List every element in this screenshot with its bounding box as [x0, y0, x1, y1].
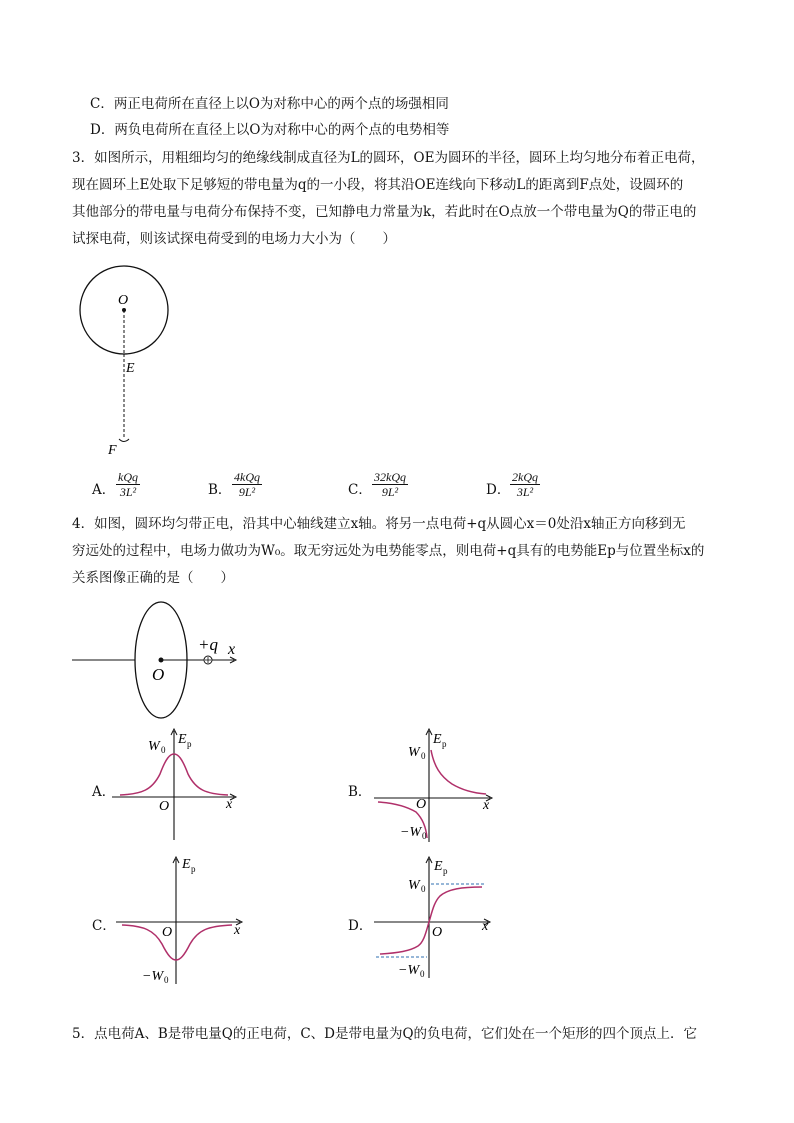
answer-d-numerator: 2kQq [512, 470, 538, 484]
label-w0: W [408, 745, 420, 760]
charge-segment-f [119, 439, 129, 442]
label-x: x [228, 641, 236, 658]
label-plus-q: +q [198, 635, 218, 654]
graph-a-label[interactable]: A． [92, 784, 116, 800]
q4-line-3: 关系图像正确的是（ ） [72, 570, 234, 586]
graph-d[interactable] [374, 856, 500, 986]
figure-4-ring-axis [72, 600, 252, 724]
answer-d-denominator: 3L² [516, 485, 534, 499]
label-w0: W [148, 739, 160, 754]
label-o: O [416, 797, 427, 812]
label-o: O [118, 293, 129, 308]
q3-line-3: 其他部分的带电量与电荷分布保持不变，已知静电力常量为k，若此时在O点放一个带电量为Q的带正电的 [72, 204, 697, 220]
svg-text:p: p [187, 739, 192, 749]
answer-a-numerator: kQq [118, 470, 138, 484]
label-ep: E [433, 732, 442, 747]
ep-curve-right [431, 750, 486, 794]
q3-line-4: 试探电荷，则该试探电荷受到的电场力大小为（ ） [72, 231, 396, 247]
svg-text:0: 0 [420, 969, 425, 979]
answer-a-label: A． [92, 482, 116, 498]
q4-line-2: 穷远处的过程中，电场力做功为W₀。取无穷远处为电势能零点，则电荷+q具有的电势能Ep与位置坐标x的 [72, 543, 705, 559]
graph-c-label[interactable]: C． [92, 918, 116, 934]
svg-text:p: p [443, 866, 448, 876]
ring-center [159, 658, 164, 663]
q4-line-1: 4．如图，圆环均匀带正电，沿其中心轴线建立x轴。将另一点电荷+q从圆心x＝0处沿x轴正方向移到无 [72, 516, 686, 532]
graph-c[interactable] [116, 856, 250, 988]
graph-d-label[interactable]: D． [348, 918, 373, 934]
q3-line-2: 现在圆环上E处取下足够短的带电量为q的一小段，将其沿OE连线向下移动L的距离到F点处，设圆环的 [72, 177, 684, 193]
svg-text:0: 0 [164, 975, 169, 985]
answer-c-label: C． [348, 482, 372, 498]
label-x: x [482, 919, 489, 934]
graph-b-label[interactable]: B． [348, 784, 372, 800]
graph-a[interactable] [112, 728, 242, 848]
answer-c-numerator: 32kQq [374, 470, 406, 484]
label-w0: W [408, 878, 420, 893]
label-ep: E [182, 857, 191, 872]
q3-line-1: 3．如图所示，用粗细均匀的绝缘线制成直径为L的圆环，OE为圆环的半径，圆环上均匀地分布着正电荷， [72, 150, 705, 166]
label-x: x [226, 797, 233, 812]
ep-curve [122, 925, 232, 960]
svg-text:0: 0 [421, 751, 426, 761]
label-e: E [126, 361, 135, 376]
option-c-text: C．两正电荷所在直径上以O为对称中心的两个点的场强相同 [90, 96, 449, 112]
answer-c-denominator: 9L² [381, 485, 399, 499]
answer-b-numerator: 4kQq [234, 470, 260, 484]
label-o: O [152, 665, 165, 684]
svg-text:0: 0 [421, 884, 426, 894]
figure-3-ring [70, 262, 190, 462]
label-f: F [108, 443, 117, 458]
label-x: x [483, 798, 490, 813]
answer-a-denominator: 3L² [119, 485, 137, 499]
ep-curve [380, 887, 482, 954]
svg-text:0: 0 [422, 831, 427, 841]
option-d-text: D．两负电荷所在直径上以O为对称中心的两个点的电势相等 [90, 122, 450, 138]
label-ep: E [178, 732, 187, 747]
svg-text:0: 0 [161, 745, 166, 755]
answer-d-label: D． [486, 482, 511, 498]
answer-b-label: B． [208, 482, 232, 498]
label-neg-w0: −W [400, 825, 422, 840]
label-ep: E [434, 859, 443, 874]
label-neg-w0: −W [398, 963, 420, 978]
answer-b-denominator: 9L² [238, 485, 256, 499]
graph-b[interactable] [374, 728, 500, 848]
label-x: x [234, 923, 241, 938]
svg-text:p: p [442, 739, 447, 749]
label-o: O [159, 799, 170, 814]
label-o: O [162, 925, 173, 940]
label-o: O [432, 925, 443, 940]
svg-text:p: p [191, 864, 196, 874]
label-neg-w0: −W [142, 969, 164, 984]
q5-line-1: 5．点电荷A、B是带电量Q的正电荷，C、D是带电量为Q的负电荷，它们处在一个矩形的四个顶点上．它 [72, 1026, 698, 1042]
